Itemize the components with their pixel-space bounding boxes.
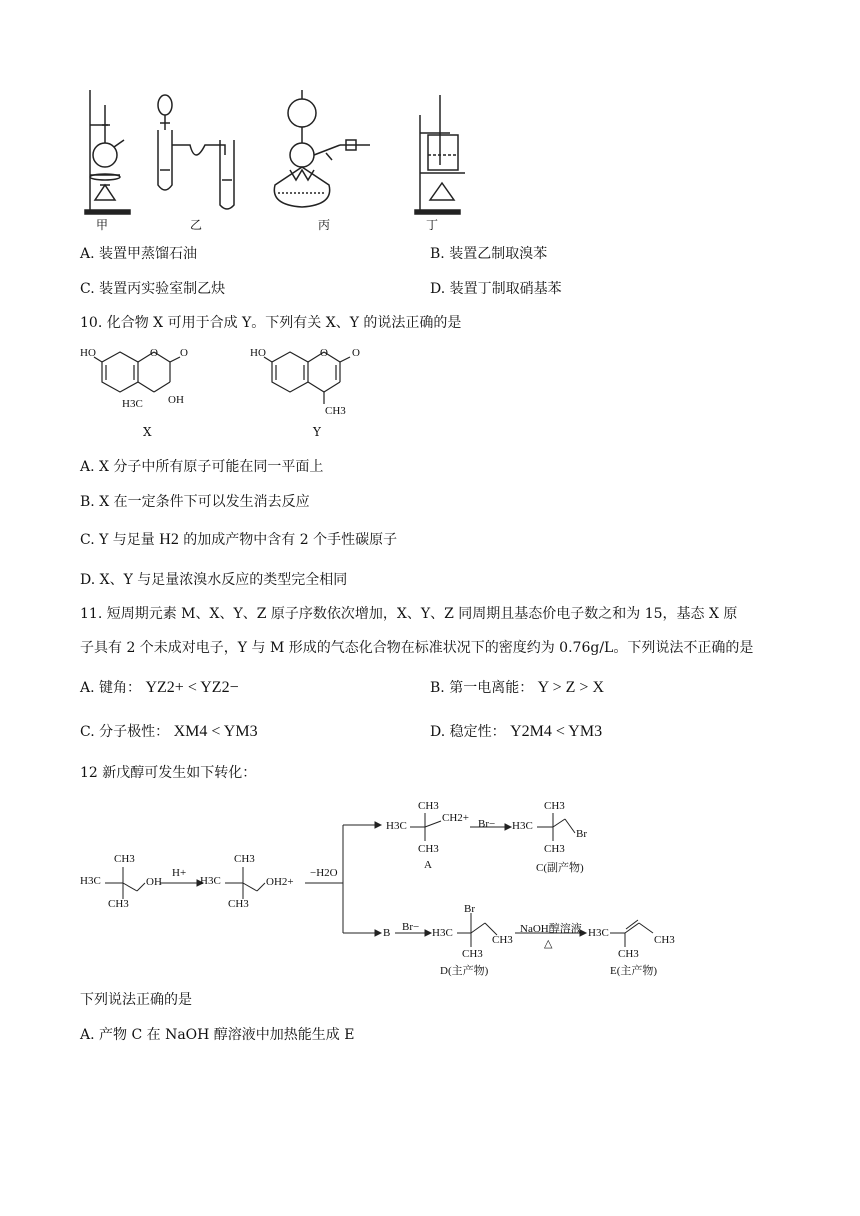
q9-option-c: C. 装置丙实验室制乙炔 [80, 281, 226, 297]
s-c-br: Br [576, 828, 587, 840]
s-br-top: Br− [478, 818, 496, 830]
q11-option-c-formula: XM4 < YM3 [173, 723, 258, 740]
q9-option-b: B. 装置乙制取溴苯 [430, 246, 548, 262]
q11-option-a-label: A. 键角： [80, 680, 142, 696]
apparatus-ding [415, 95, 465, 214]
s-naoh: NaOH醇溶液 [520, 923, 582, 935]
q10-option-a: A. X 分子中所有原子可能在同一平面上 [80, 459, 324, 475]
q11-option-a [80, 678, 239, 698]
q10-structures [80, 340, 380, 445]
q10-option-b: B. X 在一定条件下可以发生消去反应 [80, 494, 310, 510]
q10-option-c-formula: H2 [159, 531, 179, 548]
q11-option-c-label: C. 分子极性： [80, 724, 170, 740]
s-c-label: C(副产物) [536, 862, 584, 874]
q11-line1: 11. 短周期元素 M、X、Y、Z 原子序数依次增加，X、Y、Z 同周期且基态价电子数之和为 15，基态 X 原 [80, 606, 738, 622]
apparatus-label-jia: 甲 [96, 218, 109, 232]
apparatus-label-ding: 丁 [426, 218, 439, 232]
s-pro-ch3-bot: CH3 [228, 898, 249, 910]
q11-option-c [80, 722, 258, 742]
s-pro-oh2: OH2+ [266, 876, 294, 888]
apparatus-figure [80, 85, 480, 235]
s-c-ch3-top: CH3 [544, 800, 565, 812]
q9-option-a: A. 装置甲蒸馏石油 [80, 246, 198, 262]
s-a-ch2: CH2+ [442, 812, 469, 824]
y-o2: O [352, 347, 360, 359]
apparatus-label-bing: 丙 [318, 218, 331, 232]
apparatus-jia [85, 90, 130, 214]
s-b-label: B [383, 927, 391, 939]
q11-option-d-label: D. 稳定性： [430, 724, 506, 740]
q9-option-d: D. 装置丁制取硝基苯 [430, 281, 562, 297]
q10-stem: 10. 化合物 X 可用于合成 Y。下列有关 X、Y 的说法正确的是 [80, 315, 462, 331]
s-alc-ch3-bot: CH3 [108, 898, 129, 910]
q11-option-a-formula: YZ2+ < YZ2− [145, 679, 239, 696]
s-br-bot: Br− [402, 921, 420, 933]
q10-option-c-post: 的加成产物中含有 2 个手性碳原子 [183, 532, 398, 548]
x-oh: OH [168, 394, 184, 406]
x-o2: O [180, 347, 188, 359]
q12-option-a: A. 产物 C 在 NaOH 醇溶液中加热能生成 E [80, 1027, 355, 1043]
y-ho: HO [250, 347, 266, 359]
x-label: X [143, 425, 152, 439]
s-d-ch3-bot: CH3 [462, 948, 483, 960]
q12-stem: 12 新戊醇可发生如下转化： [80, 765, 257, 781]
s-alc-oh: OH [146, 876, 162, 888]
apparatus-yi [158, 95, 234, 209]
s-e-ch3-bot: CH3 [618, 948, 639, 960]
q12-scheme [75, 795, 695, 980]
s-pro-ch3-top: CH3 [234, 853, 255, 865]
s-e-label: E(主产物) [610, 965, 658, 977]
q11-option-b [430, 678, 604, 698]
s-a-label: A [424, 859, 432, 871]
q11-option-b-formula: Y > Z > X [537, 679, 604, 696]
s-delta: △ [544, 938, 553, 950]
q11-line2: 子具有 2 个未成对电子，Y 与 M 形成的气态化合物在标准状况下的密度约为 0.76g/L。下列说法不正确的是 [80, 640, 754, 656]
s-a-h3c: H3C [386, 820, 407, 832]
q10-option-d: D. X、Y 与足量浓溴水反应的类型完全相同 [80, 572, 348, 588]
s-e-ch3-right: CH3 [654, 934, 675, 946]
s-d-label: D(主产物) [440, 965, 489, 977]
q11-option-d [430, 722, 602, 742]
s-hplus: H+ [172, 867, 187, 879]
q12-after: 下列说法正确的是 [80, 992, 192, 1008]
s-c-h3c: H3C [512, 820, 533, 832]
y-o: O [320, 347, 328, 359]
s-alc-h3c: H3C [80, 875, 101, 887]
s-a-ch3-top: CH3 [418, 800, 439, 812]
y-label: Y [313, 425, 321, 439]
x-ho: HO [80, 347, 96, 359]
s-alc-ch3-top: CH3 [114, 853, 135, 865]
q11-option-b-label: B. 第一电离能： [430, 680, 534, 696]
q10-option-c [80, 530, 397, 550]
s-c-ch3-bot: CH3 [544, 843, 565, 855]
s-a-ch3-bot: CH3 [418, 843, 439, 855]
apparatus-label-yi: 乙 [190, 218, 203, 232]
y-ch3: CH3 [325, 405, 346, 417]
q11-option-d-formula: Y2M4 < YM3 [510, 723, 603, 740]
s-pro-h3c: H3C [200, 875, 221, 887]
s-d-h3c: H3C [432, 927, 453, 939]
s-minus-h2o: −H2O [310, 867, 338, 879]
s-d-br: Br [464, 903, 475, 915]
x-o: O [150, 347, 158, 359]
x-h3c: H3C [122, 398, 143, 410]
apparatus-bing [274, 90, 370, 207]
q10-option-c-pre: C. Y 与足量 [80, 532, 155, 548]
s-d-ch3-right: CH3 [492, 934, 513, 946]
s-e-h3c: H3C [588, 927, 609, 939]
